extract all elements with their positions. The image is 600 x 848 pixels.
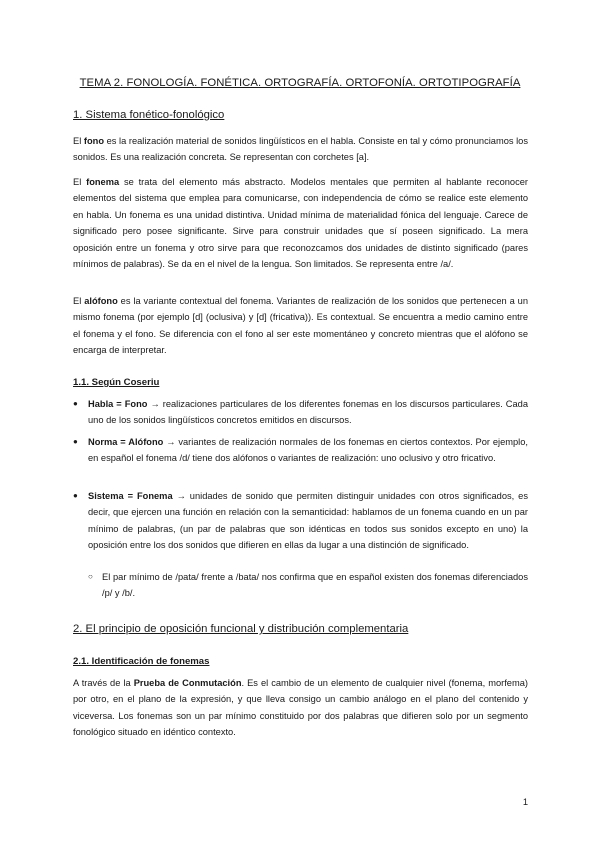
paragraph-fonema-text: se trata del elemento más abstracto. Modelos mentales que permiten al hablante reconocer elementos del sistema que emplea para comunicarse, con independencia de cómo se realice este elemento en habla. Un fonema es una unidad distintiva. Unidad mínima de materialidad fónica del lenguaje. Carece de significado pero posee significante. Sirve para construir unidades que sí poseen significado. La mera oposición entre un fonema y otro sirve para que reconozcamos dos unidades de distinto significado (pares mínimos de palabras). Se da en el nivel de la lengua. Son limitados. Se representa entre /a/.	[73, 177, 528, 270]
list-item	[73, 396, 528, 429]
term-alofono: alófono	[84, 296, 118, 306]
document-title: TEMA 2. FONOLOGÍA. FONÉTICA. ORTOGRAFÍA. ORTOFONÍA. ORTOTIPOGRAFÍA	[79, 77, 521, 89]
bullet-text: → realizaciones particulares de los diferentes fonemas en los discursos particulares. Cada uno de los sonidos lingüísticos concretos emitidos en discursos.	[88, 399, 528, 426]
subsection-2-1-heading: 2.1. Identificación de fonemas	[73, 656, 210, 667]
subsection-1-1-heading: 1.1. Según Coseriu	[73, 377, 160, 388]
paragraph-conmutacion	[73, 675, 528, 741]
bullet-term: Habla = Fono	[88, 399, 148, 409]
bullet-text: → variantes de realización normales de los fonemas en ciertos contextos. Por ejemplo, en español el fonema /d/ tiene dos alófonos o variantes de realización: uno oclusivo y otro fricativo.	[88, 437, 528, 464]
bullet-text: → unidades de sonido que permiten distinguir unidades con otros significados, es decir, que ejercen una función en relación con la semanticidad: hablamos de un fonema cuando en un par mínimo de palabras, (un par de palabras que son idénticas en todos sus sonidos excepto en uno) la oposición entre los dos sonidos que difieren en ellas da lugar a una distinción de significado.	[88, 491, 528, 551]
bullet-icon: ●	[73, 437, 78, 446]
paragraph-fono-text: es la realización material de sonidos lingüísticos en el habla. Consiste en tal y cómo pronunciamos los sonidos. Es una realización concreta. Se representan con corchetes [a].	[73, 136, 529, 163]
section-2-heading: 2. El principio de oposición funcional y distribución complementaria	[73, 623, 409, 635]
bullet-icon: ●	[73, 399, 78, 408]
paragraph-fonema	[73, 174, 528, 272]
bullet-term: Sistema = Fonema	[88, 491, 173, 501]
paragraph-alofono	[73, 293, 528, 359]
term-fonema: fonema	[86, 177, 120, 187]
paragraph-alofono-lead: El	[73, 296, 85, 306]
paragraph-conmutacion-lead: A través de la	[73, 678, 134, 688]
circle-bullet-icon: ○	[88, 572, 93, 581]
list-item	[73, 434, 528, 467]
term-prueba-conmutacion: Prueba de Conmutación	[133, 678, 242, 688]
section-1-heading: 1. Sistema fonético-fonológico	[73, 109, 225, 121]
paragraph-fono	[73, 133, 528, 166]
sub-list-item	[88, 569, 528, 602]
bullet-term: Norma = Alófono	[88, 437, 164, 447]
paragraph-fono-lead: El	[73, 136, 84, 146]
page-number: 1	[522, 797, 528, 807]
list-item	[73, 488, 528, 554]
bullet-icon: ●	[73, 491, 78, 500]
sub-bullet-text: El par mínimo de /pata/ frente a /bata/ nos confirma que en español existen dos fonemas diferenciados /p/ y /b/.	[102, 572, 528, 599]
paragraph-alofono-text: es la variante contextual del fonema. Variantes de realización de los sonidos que pertenecen a un mismo fonema (por ejemplo [d] (oclusiva) y [d] (fricativa)). Es contextual. Se encuentra a medio camino entre el fonema y el fono. Se diferencia con el fono al ser este momentáneo y concreto mientras que el alófono se encarga de interpretar.	[73, 296, 528, 356]
term-fono: fono	[83, 136, 105, 146]
paragraph-fonema-lead: El	[73, 177, 87, 187]
paragraph-conmutacion-text: . Es el cambio de un elemento de cualquier nivel (fonema, morfema) por otro, en el plano de la expresión, y que lleva consigo un cambio análogo en el plano del contenido y viceversa. Los fonemas son un par mínimo constituido por dos palabras que difieren solo por un segmento fonológico situado en idéntico contexto.	[73, 678, 528, 738]
